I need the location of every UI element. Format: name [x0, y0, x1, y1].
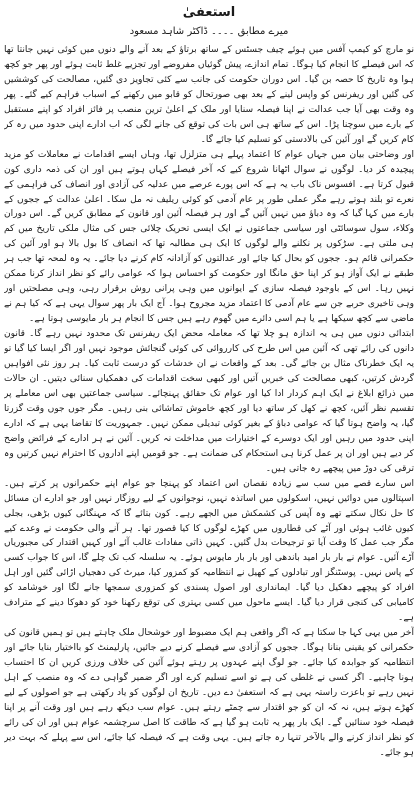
paragraph: اور وضاحتی بیان میں جہاں عوام کا اعتماد پہلے ہی متزلزل تھا، وہاں ایسے اقدامات نے معاملات کو مزید پیچیدہ کر دیا۔ لوگوں نے سوال اٹھانا شروع کیے کہ آخر فیصلے کہاں ہوتے ہیں اور ان کی ذمہ داری کون قبول کرتا ہے۔ افسوس ناک باب یہ ہے کہ اس پورے عرصے میں عدلیہ کی آزادی اور انصاف کی فراہمی کے نعرے تو بلند ہوتے رہے مگر عملی طور پر عام آدمی کو کوئی ریلیف نہ مل سکا۔ اعلیٰ عدالت کے ججوں کے بارے میں کہا گیا کہ وہ دباؤ میں نہیں آئیں گے اور ہر فیصلہ آئین اور قانون کے مطابق کریں گے۔ اس دوران وکلاء، سول سوسائٹی اور سیاسی جماعتوں نے ایک ایسی تحریک چلائی جس کی مثال ملکی تاریخ میں کم ہی ملتی ہے۔ سڑکوں پر نکلنے والے لوگوں کا ایک ہی مطالبہ تھا کہ انصاف کا بول بالا ہو اور آئین کی حکمرانی قائم ہو۔ ججوں کو بحال کیا جائے اور عدالتوں کو آزادانہ کام کرنے دیا جائے۔ یہ وہ لمحہ تھا جب ہر طبقے نے ایک آواز ہو کر اپنا حق مانگا اور حکومت کو احساس ہوا کہ عوامی رائے کو نظر انداز کرنا ممکن نہیں رہا۔ اس کے باوجود فیصلہ سازی کے ایوانوں میں وہی پرانی روش برقرار رہی، وہی مصلحتیں اور وہی تاخیری حربے جن سے عام آدمی کا اعتماد مزید مجروح ہوا۔ آج ایک بار پھر سوال یہی ہے کہ کیا ہم نے ماضی سے کچھ سیکھا ہے یا ہم اسی دائرے میں گھوم رہے ہیں جس کا انجام ہر بار مایوسی ہوتا ہے۔ — [4, 149, 414, 325]
paragraph: اس سارے قصے میں سب سے زیادہ نقصان اس اعتماد کو پہنچا جو عوام اپنے حکمرانوں پر کرتے ہیں۔ اسپتالوں میں دوائیں نہیں، اسکولوں میں اساتذہ نہیں، نوجوانوں کے لیے روزگار نہیں اور جو ادارے ان مسائل کا حل نکال سکتے تھے وہ آپس کی کشمکش میں الجھے رہے۔ کون بتائے گا کہ مہنگائی کیوں بڑھی، بجلی کیوں غائب ہوئی اور آٹے کی قطاروں میں کھڑے لوگوں کا کیا قصور تھا۔ ہر آنے والی حکومت نے وعدے کیے مگر جب عمل کا وقت آیا تو ترجیحات بدل گئیں۔ کہیں ذاتی مفادات غالب آئے اور کہیں اقتدار کی مجبوریاں آڑے آئیں۔ عوام نے بار بار امید باندھی اور بار بار مایوس ہوئے۔ یہ سلسلہ کب تک چلے گا، اس کا جواب کسی کے پاس نہیں۔ پوسٹنگز اور تبادلوں کے کھیل نے انتظامیہ کو کمزور کیا، میرٹ کی دھجیاں اڑائی گئیں اور اہل افراد کو پیچھے دھکیل دیا گیا۔ ایمانداری اور اصول پسندی کو کمزوری سمجھا جانے لگا اور خوشامد کو کامیابی کی کنجی قرار دیا گیا۔ ایسے ماحول میں کسی بہتری کی توقع رکھنا خود کو دھوکا دینے کے مترادف ہے۔ — [4, 478, 414, 624]
paragraph: آخر میں یہی کہا جا سکتا ہے کہ اگر واقعی ہم ایک مضبوط اور خوشحال ملک چاہتے ہیں تو ہمیں قانون کی حکمرانی کو یقینی بنانا ہوگا۔ ججوں کو آزادی سے فیصلے کرنے دیے جائیں، پارلیمنٹ کو بااختیار بنایا جائے اور انتظامیہ کو جوابدہ کیا جائے۔ جو لوگ اپنے عہدوں پر رہتے ہوئے آئین کی خلاف ورزی کریں ان کا احتساب ہونا چاہیے۔ اگر کسی نے غلطی کی ہے تو اسے تسلیم کرے اور اگر ضمیر گواہی دے کہ وہ منصب کے اہل نہیں رہے تو باعزت راستہ یہی ہے کہ استعفیٰ دے دیں۔ تاریخ ان لوگوں کو یاد رکھتی ہے جو اصولوں کے لیے کھڑے ہوتے ہیں، نہ کہ ان کو جو اقتدار سے چمٹے رہتے ہیں۔ عوام سب دیکھ رہے ہیں اور وقت آنے پر اپنا فیصلہ خود سنائیں گے۔ ایک بار پھر یہ ثابت ہو گیا ہے کہ طاقت کا اصل سرچشمہ عوام ہیں اور ان کی رائے کو نظر انداز کرنے والے بالآخر تنہا رہ جاتے ہیں۔ یہی وقت ہے کہ فیصلہ کیا جائے، اس سے پہلے کہ بہت دیر ہو جائے۔ — [4, 628, 414, 758]
article-byline: میرے مطابق ۔۔۔۔ ڈاکٹر شاہد مسعود — [129, 26, 289, 37]
article-body — [4, 43, 414, 791]
paragraph: ابتدائی دنوں میں ہی یہ اندازہ ہو چلا تھا کہ معاملہ محض ایک ریفرنس تک محدود نہیں رہے گا۔ قانون دانوں کی رائے تھی کہ آئین میں اس طرح کی کارروائی کی کوئی گنجائش موجود نہیں اور اگر ایسا کیا گیا تو یہ ایک خطرناک مثال بن جائے گی۔ بعد کے واقعات نے ان خدشات کو درست ثابت کیا۔ ہر روز نئی افواہیں گردش کرتیں، کبھی مصالحت کی خبریں آتیں اور کبھی سخت اقدامات کی دھمکیاں سنائی دیتیں۔ ان حالات میں ذرائع ابلاغ نے ایک اہم کردار ادا کیا اور عوام تک حقائق پہنچائے۔ سیاسی جماعتیں بھی اس معاملے پر تقسیم نظر آئیں، کچھ نے کھل کر ساتھ دیا اور کچھ خاموش تماشائی بنی رہیں۔ مگر جوں جوں وقت گزرتا گیا، یہ واضح ہوتا گیا کہ عوامی دباؤ کے بغیر کوئی تبدیلی ممکن نہیں۔ جمہوریت کا تقاضا یہی ہے کہ ادارے اپنی حدود میں رہیں اور ایک دوسرے کے اختیارات میں مداخلت نہ کریں۔ آئین نے ہر ادارے کے فرائض واضح کر دیے ہیں اور ان پر عمل کرنا ہی استحکام کی ضمانت ہے۔ جو قومیں اپنے اداروں کا احترام نہیں کرتیں وہ ترقی کی دوڑ میں پیچھے رہ جاتی ہیں۔ — [4, 329, 414, 474]
paragraph: نو مارچ کو کیمپ آفس میں ہوئے چیف جسٹس کے ساتھ برتاؤ کے بعد آنے والے دنوں میں کوئی نہیں جانتا تھا کہ اس فیصلے کا انجام کیا ہوگا۔ تمام اندازے، پیش گوئیاں مفروضے اور تجزیے غلط ثابت ہوئے اور پھر جو کچھ ہوا وہ تاریخ کا حصہ بن گیا۔ اس دوران حکومت کی جانب سے کئی تجاویز دی گئیں، مصالحت کی کوششیں کی گئیں اور ریفرنس کو واپس لینے کے بعد بھی صورتحال کو قابو میں رکھنے کے اسباب فراہم کیے گئے۔ پھر وہ وقت بھی آیا جب عدالت نے اپنا فیصلہ سنایا اور ملک کے اعلیٰ ترین منصب پر فائز افراد کو اپنے مستقبل کے بارے میں سوچنا پڑا۔ اس کے ساتھ ہی اس بات کی توقع کی جانے لگی کہ اب ادارے اپنی حدود میں رہ کر کام کریں گے اور آئین کی بالادستی کو تسلیم کیا جائے گا۔ — [4, 45, 414, 145]
article-title: استعفیٰ — [182, 5, 236, 20]
